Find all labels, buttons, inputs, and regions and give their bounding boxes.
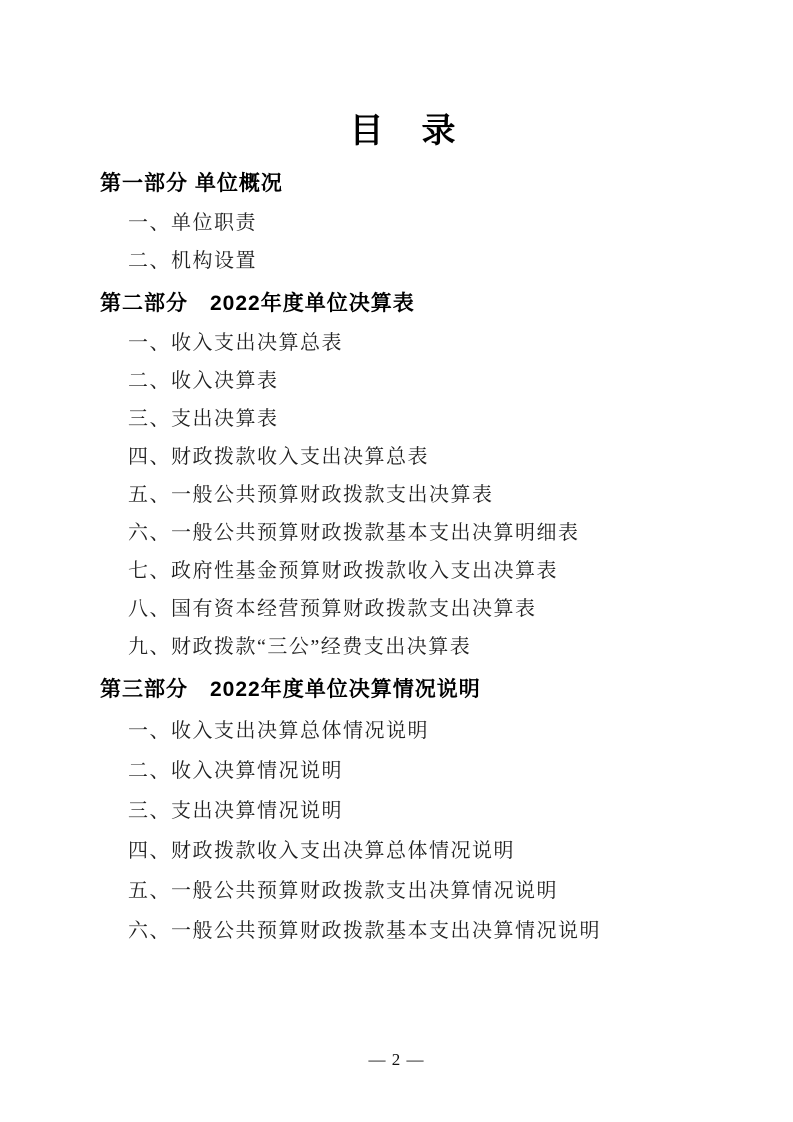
toc-item: 六、一般公共预算财政拨款基本支出决算情况说明 — [128, 920, 601, 942]
toc-item: 一、收入支出决算总表 — [128, 332, 343, 354]
toc-item: 四、财政拨款收入支出决算总表 — [128, 446, 429, 468]
toc-section-heading: 第三部分 2022年度单位决算情况说明 — [100, 678, 481, 701]
page-number: — 2 — — [368, 1050, 425, 1069]
toc-section-heading: 第一部分 单位概况 — [100, 172, 283, 195]
toc-item: 二、机构设置 — [128, 250, 257, 272]
toc-item: 九、财政拨款“三公”经费支出决算表 — [128, 636, 472, 658]
toc-section-part3 — [100, 676, 703, 944]
toc-item: 一、收入支出决算总体情况说明 — [128, 720, 429, 742]
toc-section-part1 — [100, 170, 703, 274]
toc-item: 六、一般公共预算财政拨款基本支出决算明细表 — [128, 522, 580, 544]
toc-item: 七、政府性基金预算财政拨款收入支出决算表 — [128, 560, 558, 582]
page-title: 目 录 — [349, 113, 458, 150]
toc-section-part2 — [100, 290, 703, 660]
toc-item: 三、支出决算表 — [128, 408, 279, 430]
toc-section-heading: 第二部分 2022年度单位决算表 — [100, 292, 415, 315]
toc-item: 八、国有资本经营预算财政拨款支出决算表 — [128, 598, 537, 620]
toc-item: 三、支出决算情况说明 — [128, 800, 343, 822]
toc-item: 一、单位职责 — [128, 212, 257, 234]
toc-item: 五、一般公共预算财政拨款支出决算情况说明 — [128, 880, 558, 902]
toc-item: 二、收入决算情况说明 — [128, 760, 343, 782]
toc-item: 四、财政拨款收入支出决算总体情况说明 — [128, 840, 515, 862]
toc-item: 五、一般公共预算财政拨款支出决算表 — [128, 484, 494, 506]
toc-item: 二、收入决算表 — [128, 370, 279, 392]
